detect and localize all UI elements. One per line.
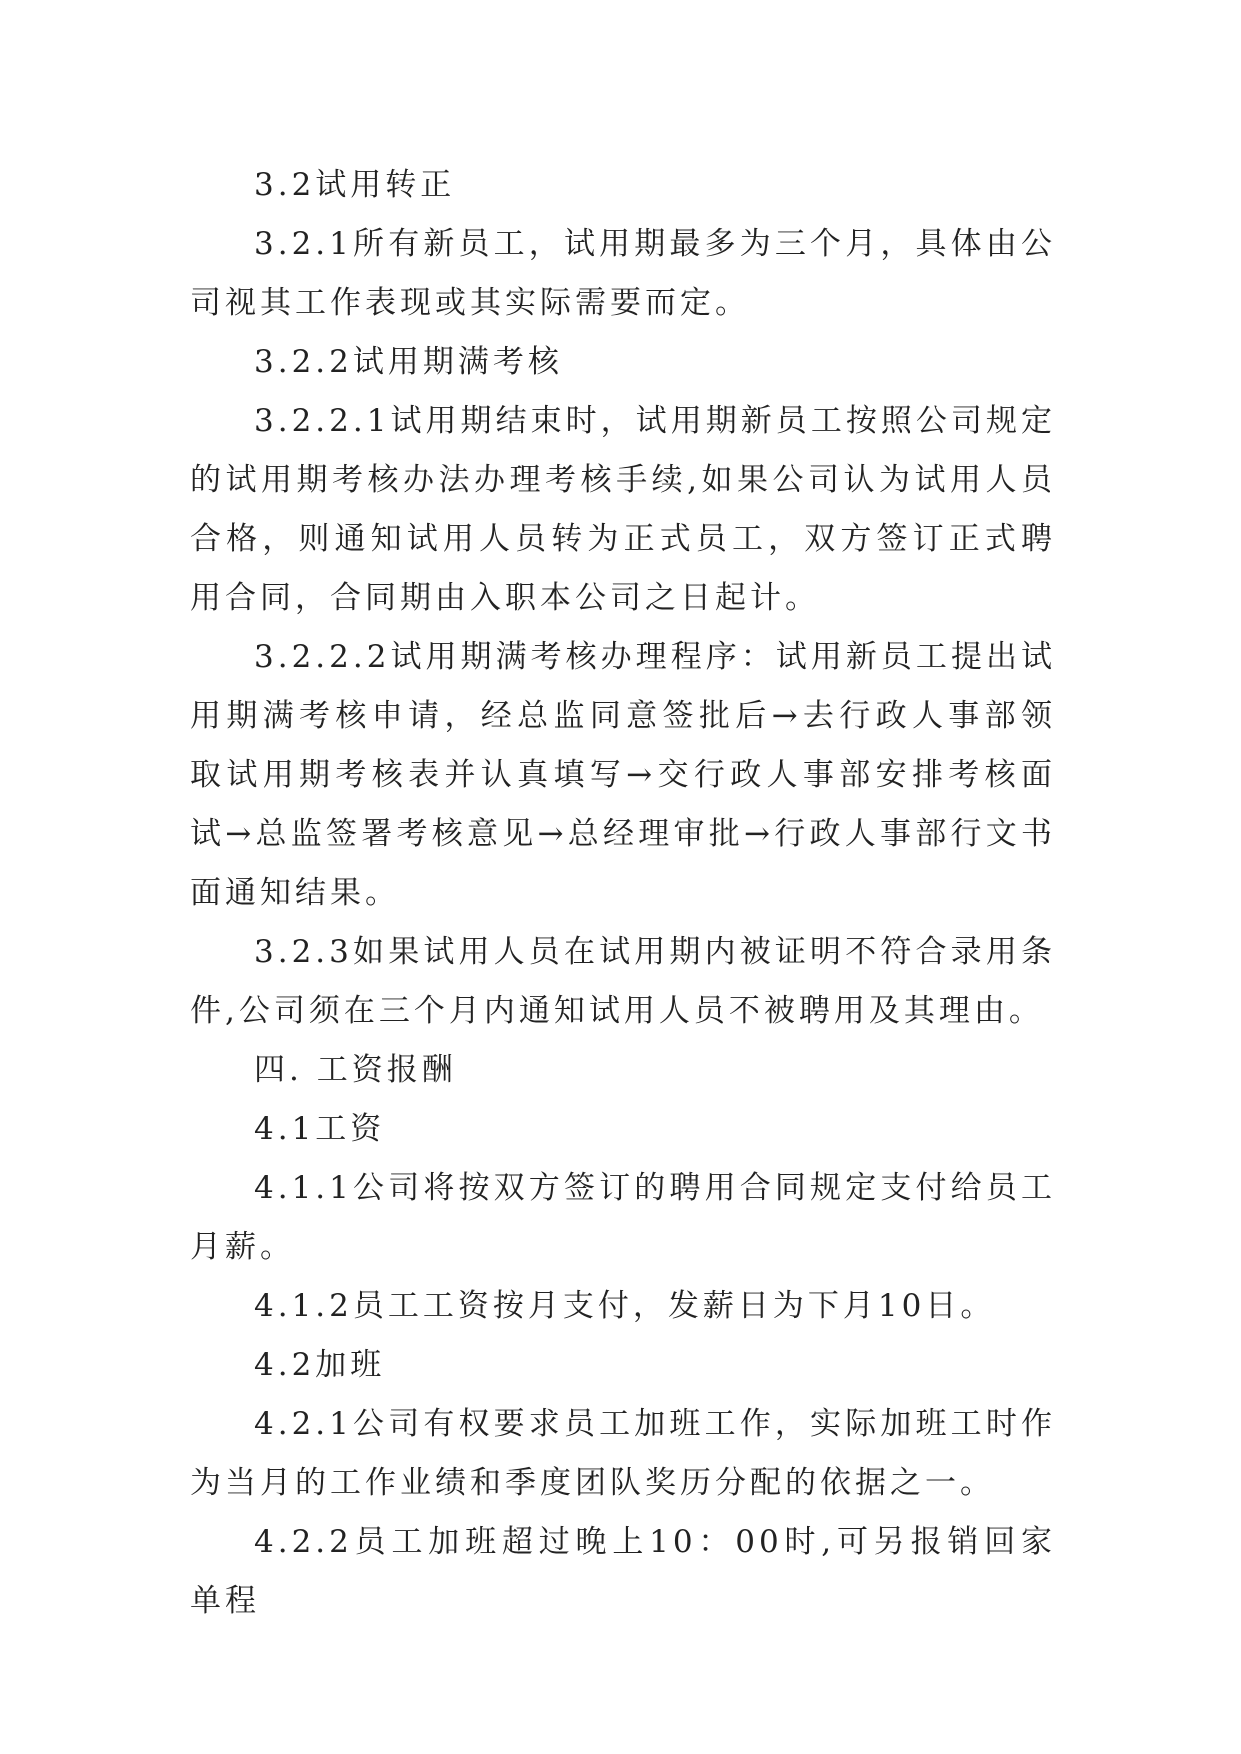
heading-4-1: 4.1工资 — [254, 1111, 386, 1147]
heading-4-2: 4.2加班 — [254, 1347, 386, 1383]
paragraph-3-2-1: 3.2.1所有新员工，试用期最多为三个月，具体由公司视其工作表现或其实际需要而定。 — [190, 226, 1056, 321]
paragraph-4-2-1: 4.2.1公司有权要求员工加班工作，实际加班工时作为当月的工作业绩和季度团队奖历分配的依据之一。 — [190, 1406, 1056, 1501]
paragraph-4-1-2: 4.1.2员工工资按月支付，发薪日为下月10日。 — [254, 1288, 996, 1324]
paragraph-3-2-2-2: 3.2.2.2试用期满考核办理程序：试用新员工提出试用期满考核申请，经总监同意签批后→去行政人事部领取试用期考核表并认真填写→交行政人事部安排考核面试→总监签署考核意见→总经理审批→行政人事部行文书面通知结果。 — [190, 639, 1056, 911]
paragraph-3-2-3: 3.2.3如果试用人员在试用期内被证明不符合录用条件,公司须在三个月内通知试用人员不被聘用及其理由。 — [190, 934, 1056, 1029]
document-body — [190, 156, 1056, 1631]
paragraph-3-2-2-1: 3.2.2.1试用期结束时，试用期新员工按照公司规定的试用期考核办法办理考核手续,如果公司认为试用人员合格，则通知试用人员转为正式员工，双方签订正式聘用合同，合同期由入职本公司之日起计。 — [190, 403, 1056, 616]
heading-3-2: 3.2试用转正 — [254, 167, 456, 203]
paragraph-4-1-1: 4.1.1公司将按双方签订的聘用合同规定支付给员工月薪。 — [190, 1170, 1056, 1265]
paragraph-4-2-2: 4.2.2员工加班超过晚上10：00时,可另报销回家单程 — [190, 1524, 1056, 1619]
heading-3-2-2: 3.2.2试用期满考核 — [254, 344, 563, 380]
heading-section-4: 四. 工资报酬 — [254, 1052, 457, 1088]
